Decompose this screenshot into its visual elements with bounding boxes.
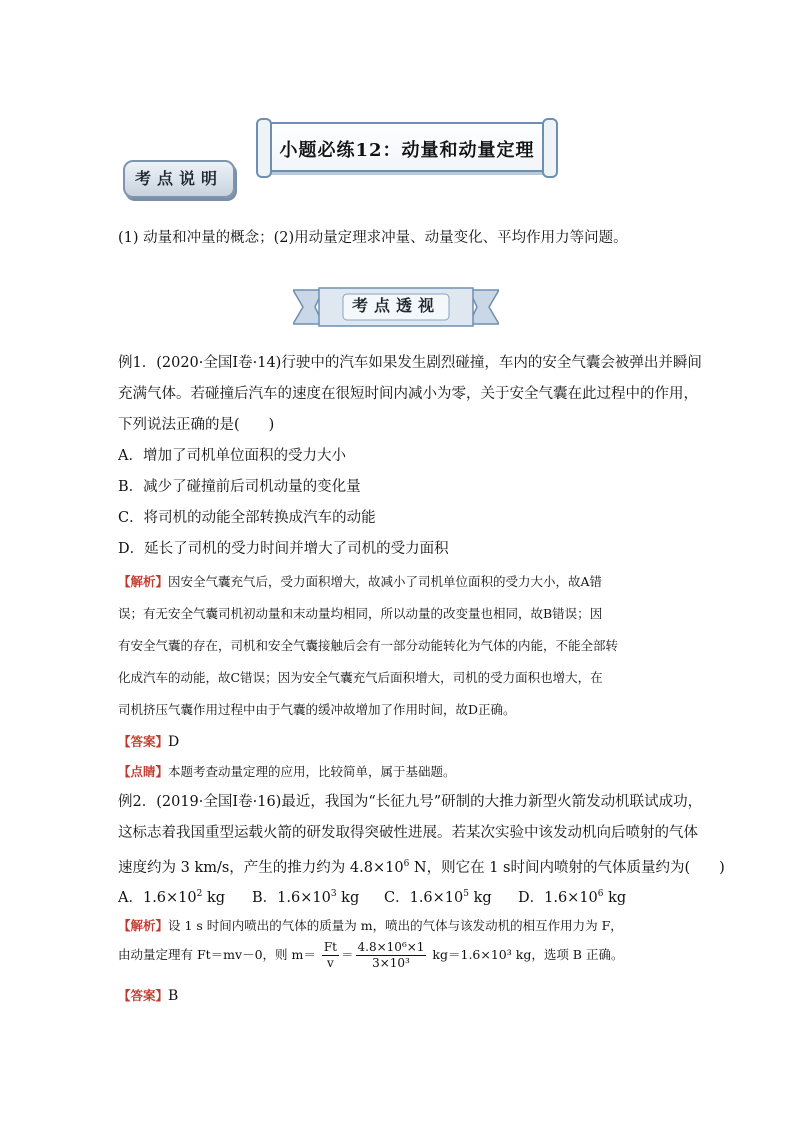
tip-tag: 【点睛】 [118,764,169,779]
ex2-line-2: 这标志着我国重型运载火箭的研发取得突破性进展。若某次实验中该发动机向后喷射的气体 [118,825,698,841]
focus-badge-label: 考点透视 [351,296,440,315]
equation-prefix: 由动量定理有 Ft＝mv－0，则 m＝ [118,947,316,962]
explain-badge: 考点说明 [123,160,235,198]
intro-text: (1) 动量和冲量的概念；(2)用动量定理求冲量、动量变化、平均作用力等问题。 [118,230,628,246]
focus-ribbon [293,286,499,328]
fraction-denominator: v [327,956,334,970]
ex1-line-3: 下列说法正确的是( ) [118,417,275,433]
ex2-line-3-part-a: 速度约为 3 km/s，产生的推力约为 4.8×10 [118,859,404,876]
fraction-ft-over-v [322,940,339,971]
ex2-options [118,884,678,904]
answer-tag: 【答案】 [118,988,169,1003]
ex1-analysis-line-3: 有安全气囊的存在，司机和安全气囊接触后会有一部分动能转化为气体的内能，不能全部转 [118,638,619,653]
ex2-option-b: B．$1.6\times 10^3$ kg [252,889,360,906]
ex1-tip [118,762,456,782]
tip-text: 本题考查动量定理的应用，比较简单，属于基础题。 [168,764,456,779]
ex2-option-a: A．$1.6\times 10^2$ kg [118,889,226,906]
fraction-numeric [356,940,427,971]
answer-value: D [168,734,180,750]
ex1-option-b: B．减少了碰撞前后司机动量的变化量 [118,479,361,495]
ex2-option-d: D．$1.6\times 10^6$ kg [518,889,627,906]
ex2-answer [118,986,178,1006]
ex1-analysis-line-1 [118,572,602,592]
analysis-tag: 【解析】 [118,574,169,589]
fraction-denominator: 3×10³ [372,956,410,970]
analysis-text: 因安全气囊充气后，受力面积增大，故减小了司机单位面积的受力大小，故A错 [168,574,603,589]
ex2-line-3 [118,854,725,878]
ex2-analysis-line-1 [118,916,623,936]
ex1-option-a: A．增加了司机单位面积的受力大小 [118,448,346,464]
equation-suffix: kg＝1.6×10³ kg，选项 B 正确。 [428,947,624,962]
ex1-analysis-line-4: 化成汽车的动能，故C错误；因为安全气囊充气后面积增大，司机的受力面积也增大，在 [118,670,603,685]
ex1-analysis-line-5: 司机挤压气囊作用过程中由于气囊的缓冲故增加了作用时间，故D正确。 [118,702,516,717]
page-title: 小题必练12：动量和动量定理 [279,140,535,161]
ex2-analysis-line-2 [118,938,623,972]
analysis-tag: 【解析】 [118,918,169,933]
fraction-numerator: 4.8×10⁶×1 [357,940,425,954]
ex2-line-3-part-b: N，则它在 1 s时间内喷射的气体质量约为( ) [409,859,725,876]
ex1-line-2: 充满气体。若碰撞后汽车的速度在很短时间内减小为零，关于安全气囊在此过程中的作用， [118,386,698,402]
equals-sign: ＝ [341,947,354,962]
answer-tag: 【答案】 [118,734,169,749]
analysis-text: 设 1 s 时间内喷出的气体的质量为 m，喷出的气体与该发动机的相互作用力为 F， [168,918,623,933]
ex2-option-c: C．$1.6\times 10^5$ kg [384,889,492,906]
ex2-exponent: 6 [403,859,410,869]
fraction-numerator: Ft [323,940,338,954]
ex1-option-d: D．延长了司机的受力时间并增大了司机的受力面积 [118,541,449,557]
ex2-line-1: 例2．(2019·全国Ⅰ卷·16)最近，我国为“长征九号”研制的大推力新型火箭发动机联试成功， [118,794,703,810]
title-banner [262,122,552,172]
ex1-answer [118,732,179,752]
ex1-option-c: C．将司机的动能全部转换成汽车的动能 [118,510,376,526]
ex1-line-1: 例1．(2020·全国Ⅰ卷·14)行驶中的汽车如果发生剧烈碰撞，车内的安全气囊会被弹出并瞬间 [118,355,702,371]
ex1-analysis-line-2: 误；有无安全气囊司机初动量和末动量均相同，所以动量的改变量也相同，故B错误；因 [118,606,603,621]
answer-value: B [168,988,179,1004]
